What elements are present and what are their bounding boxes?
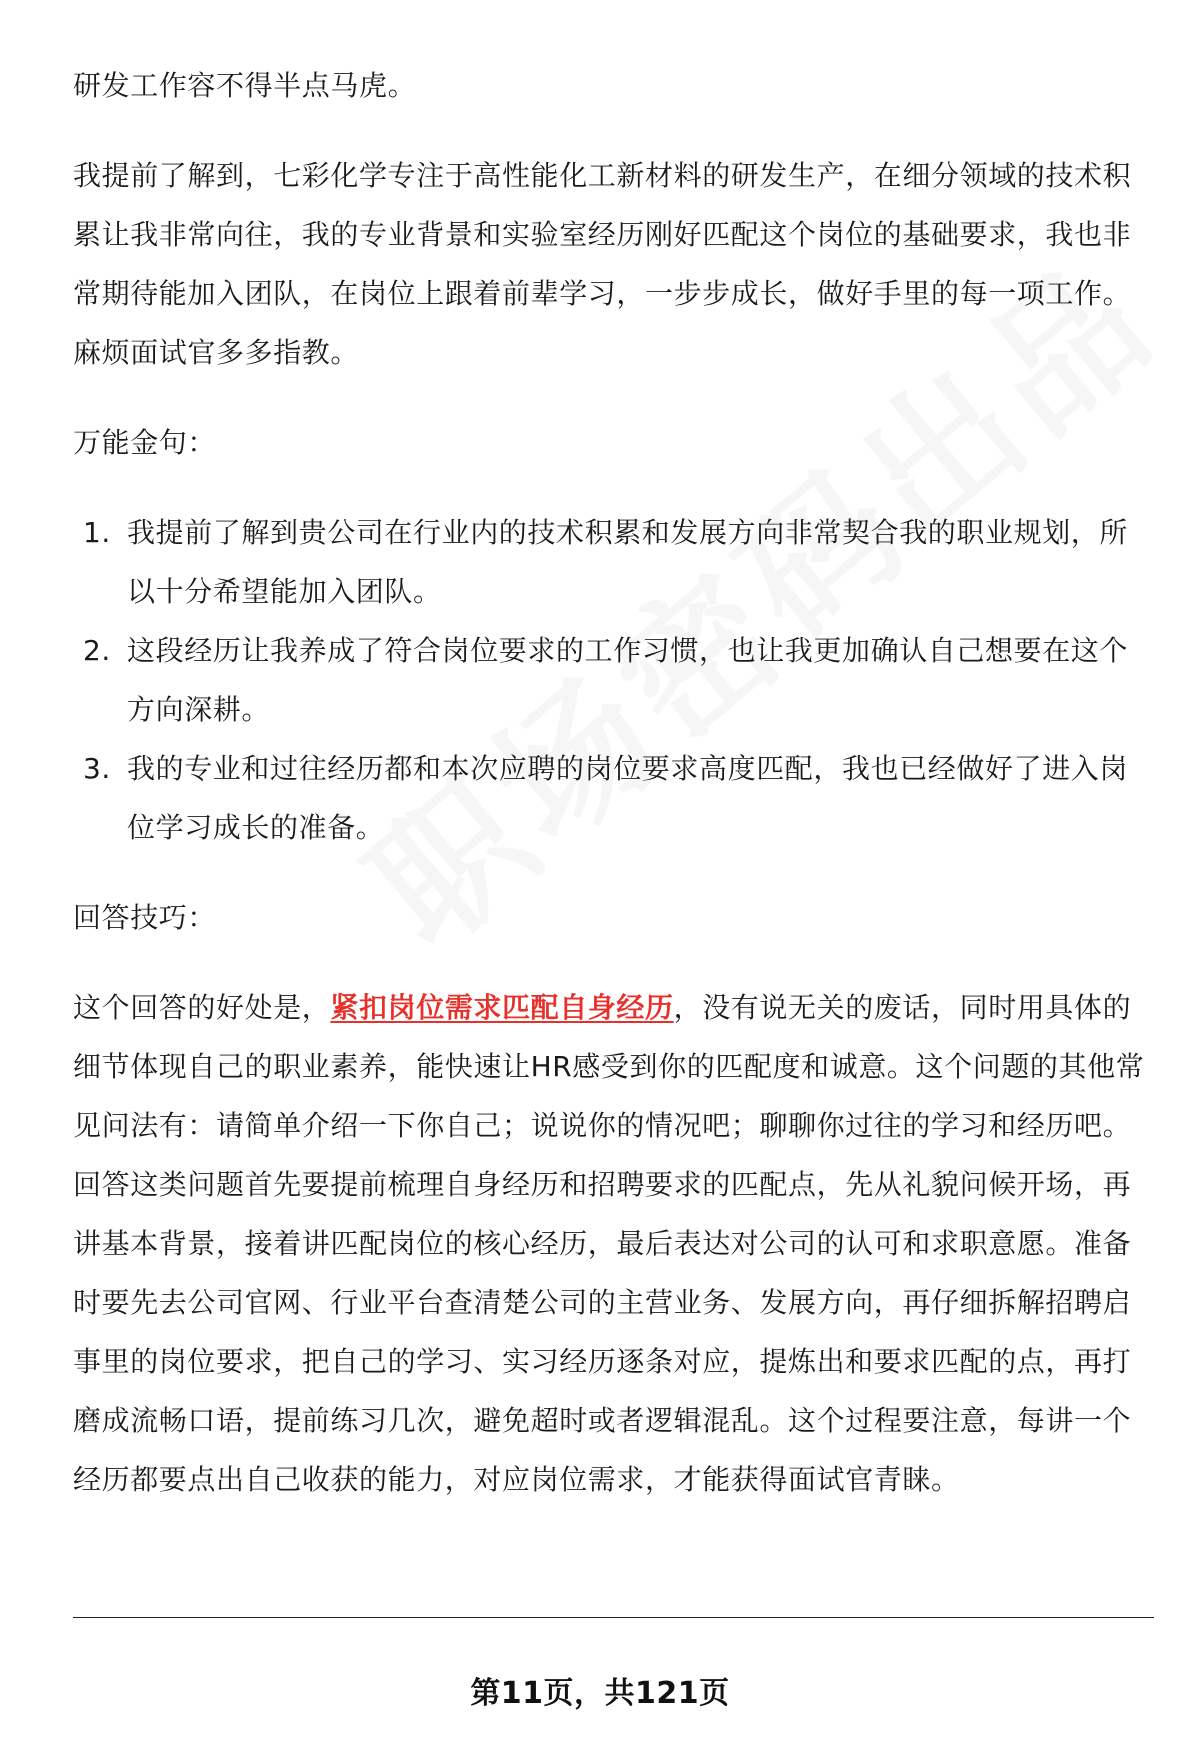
list-item-text: 我的专业和过往经历都和本次应聘的岗位要求高度匹配，我也已经做好了进入岗位学习成长的准备。 — [127, 752, 1129, 844]
list-item-number: 2. — [83, 634, 111, 667]
page-number-footer: 第11页，共121页 — [470, 1676, 730, 1711]
list-item — [73, 739, 1145, 857]
list-item — [73, 503, 1145, 621]
list-item-text: 我提前了解到贵公司在行业内的技术积累和发展方向非常契合我的职业规划，所以十分希望能加入团队。 — [127, 516, 1129, 608]
tips-suffix: ，没有说无关的废话，同时用具体的细节体现自己的职业素养，能快速让HR感受到你的匹配度和诚意。这个问题的其他常见问法有：请简单介绍一下你自己；说说你的情况吧；聊聊你过往的学习和经历吧。回答这类问题首先要提前梳理自身经历和招聘要求的匹配点，先从礼貌问候开场，再讲基本背景，接着讲匹配岗位的核心经历，最后表达对公司的认可和求职意愿。准备时要先去公司官网、行业平台查清楚公司的主营业务、发展方向，再仔细拆解招聘启事里的岗位要求，把自己的学习、实习经历逐条对应，提炼出和要求匹配的点，再打磨成流畅口语，提前练习几次，避免超时或者逻辑混乱。这个过程要注意，每讲一个经历都要点出自己收获的能力，对应岗位需求，才能获得面试官青睐。 — [73, 991, 1145, 1496]
answer-paragraph: 我提前了解到，七彩化学专注于高性能化工新材料的研发生产，在细分领域的技术积累让我非常向往，我的专业背景和实验室经历刚好匹配这个岗位的基础要求，我也非常期待能加入团队，在岗位上跟着前辈学习，一步步成长，做好手里的每一项工作。麻烦面试官多多指教。 — [73, 159, 1132, 369]
footer-divider — [73, 1617, 1154, 1618]
golden-sentences-heading: 万能金句： — [73, 426, 217, 459]
intro-line: 研发工作容不得半点马虎。 — [73, 69, 417, 102]
list-item-number: 3. — [83, 752, 111, 785]
list-item — [73, 621, 1145, 739]
list-item-text: 这段经历让我养成了符合岗位要求的工作习惯，也让我更加确认自己想要在这个方向深耕。 — [127, 634, 1129, 726]
list-item-number: 1. — [83, 516, 111, 549]
tips-highlight: 紧扣岗位需求匹配自身经历 — [330, 991, 674, 1024]
golden-sentences-list — [73, 503, 1145, 857]
document-body — [73, 56, 1145, 1540]
tips-heading: 回答技巧： — [73, 901, 217, 934]
tips-paragraph — [73, 978, 1145, 1509]
tips-prefix: 这个回答的好处是， — [73, 991, 331, 1024]
